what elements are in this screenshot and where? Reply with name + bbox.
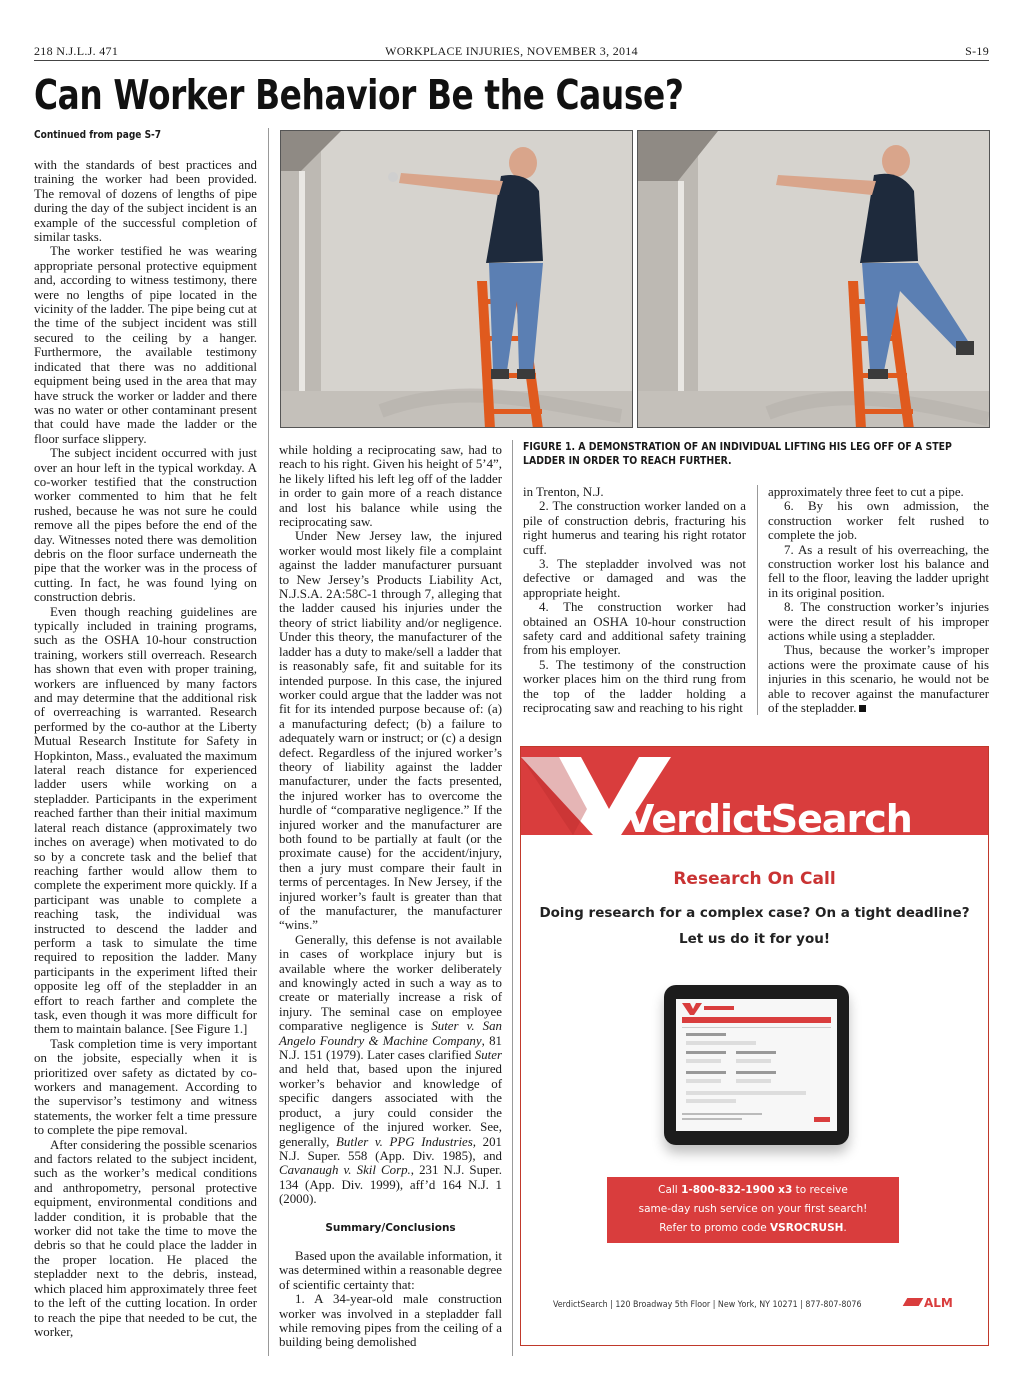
column-rule-3: [757, 485, 758, 715]
worker-lifting-leg-illustration: [638, 131, 990, 428]
paragraph: 2. The construction worker landed on a pile of construction debris, fracturing his right humerus and tearing his right rotator cuff.: [523, 499, 746, 557]
article-column-1: [34, 158, 257, 1339]
text-run: Call: [658, 1184, 682, 1196]
article-column-4: [768, 485, 989, 716]
paragraph: 7. As a result of his overreaching, the construction worker lost his balance and fell to the floor, leaving the ladder upright in its original position.: [768, 542, 989, 600]
paragraph: with the standards of best practices and training the worker had been provided. The removal of dozens of lengths of pipe during the day of the subject incident is an example of the successful completion of similar tasks.: [34, 158, 257, 245]
ad-tagline-1: Doing research for a complex case? On a tight deadline?: [539, 905, 970, 921]
paragraph: while holding a reciprocating saw, had to reach to his right. Given his height of 5’4”, he likely lifted his left leg off of the ladder in order to gain more of a reach distance and lost his balance while using the reciprocating saw.: [279, 443, 502, 530]
verdictsearch-advertisement[interactable]: [520, 746, 989, 1346]
section-date: WORKPLACE INJURIES, NOVEMBER 3, 2014: [385, 44, 638, 58]
header-rule: [34, 60, 989, 61]
text-run: to receive: [792, 1184, 848, 1196]
text-run: Generally, this defense is not available in cases of workplace injury but is available where the worker deliberately and knowingly acted in such a way as to create or materially increase a risk of injury. The seminal case on employee comparative negligence is: [279, 932, 502, 1034]
alm-logo: [905, 1296, 953, 1310]
paragraph-final: [768, 643, 989, 715]
paragraph: 3. The stepladder involved was not defective or damaged and was the appropriate height.: [523, 557, 746, 600]
paragraph: 1. A 34-year-old male construction worker was involved in a stepladder fall while removing pipes from the ceiling of a building being demolished: [279, 1292, 502, 1350]
alm-mark-icon: [903, 1298, 924, 1306]
paragraph: 8. The construction worker’s injuries were the direct result of his improper actions while using a stepladder.: [768, 600, 989, 644]
cta-line-3: [607, 1219, 899, 1238]
paragraph: After considering the possible scenarios and factors related to the subject incident, such as the worker’s medical conditions and anthropometry, personal protective equipment, environmental conditions and ladder condition, it is probable that the worker did not take the time to move the debris so that he could place the ladder in the proper location. He placed the stepladder next to the debris, instead, which placed him approximately three feet to the left of the cutting location. In order to reach the pipe that needed to be cut, the worker,: [34, 1137, 257, 1339]
paragraph: in Trenton, N.J.: [523, 485, 604, 499]
case-name: Suter: [474, 1048, 502, 1063]
text-run: , 231 N.J. Super. 134 (App. Div. 1999), aff’d 164 N.J. 1 (2000).: [279, 1163, 502, 1207]
figure-caption: FIGURE 1. A DEMONSTRATION OF AN INDIVIDUAL LIFTING HIS LEG OFF OF A STEP LADDER IN ORDER TO REACH FURTHER.: [523, 441, 952, 467]
paragraph: Task completion time is very important on the jobsite, especially when it is prioritized over safety as dictated by co-workers and management. According to the supervisor’s testimony and witness statements, the worker felt a time pressure to complete the pipe removal.: [34, 1036, 257, 1138]
cta-line-2: same-day rush service on your first search!: [638, 1203, 868, 1215]
paragraph: 5. The testimony of the construction worker places him on the third rung from the top of the ladder holding a reciprocating saw and reaching to his right: [523, 657, 746, 716]
paragraph: approximately three feet to cut a pipe.: [768, 485, 964, 499]
paragraph: 6. By his own admission, the construction worker felt rushed to complete the job.: [768, 499, 989, 543]
paragraph: Even though reaching guidelines are typically included in training programs, such as the OSHA 10-hour construction training, workers still overreach. Research has shown that even with proper training, workers are influenced by many factors and may determine that the additional risk of overreaching is warranted. Research performed by the co-author at the Liberty Mutual Research Institute for Safety in Hopkinton, Mass., evaluated the maximum lateral reach distance for experienced ladder users while working on a stepladder. Participants in the experiment reached farther than their initial maximum lateral reach distance (approximately two inches on average) when motivated to do so by a concrete task and the belief that reaching farther would allow them to complete the experiment more quickly. If a participant was unable to complete a reaching task, the individual was instructed to descend the ladder and perform a task to simulate the time required to reposition the ladder. Many participants in the experiment lifted their opposite leg off of the stepladder in an effort to reach farther and complete the task, even though it was more difficult for them to maintain balance. [See Figure 1.]: [34, 604, 257, 1037]
alm-logo-text: ALM: [924, 1296, 953, 1310]
ad-brand-name: VerdictSearch: [625, 797, 912, 841]
headline: Can Worker Behavior Be the Cause?: [34, 71, 684, 119]
tablet-screen: [676, 999, 837, 1131]
paragraph: Under New Jersey law, the injured worker would most likely file a complaint against the ladder manufacturer pursuant to New Jersey’s Products Liability Act, N.J.S.A. 2A:58C-1 through 7, alleging that the ladder caused his injuries under the theory of strict liability and/or negligence. Under this theory, the manufacturer of the ladder has a duty to make/sell a ladder that is reasonably safe, fit and suitable for its intended purpose. In this case, the injured worker could argue that the ladder was not fit for its intended purpose because of: (a) a manufacturing defect; (b) a failure to adequately warn or instruct; or (c) a design defect. Regardless of the injured worker’s theory of liability against the ladder manufacturer, under the facts presented, the injured worker has to overcome the hurdle of “comparative negligence.” If the injured worker and the manufacturer are both found to be partially at fault (or the proximate cause) for the accident/injury, then a jury must compare their fault in terms of percentages. In New Jersey, if the injured worker’s fault is greater than that of the manufacturer, the manufacturer “wins.”: [279, 529, 502, 933]
promo-code: VSROCRUSH: [770, 1222, 844, 1234]
article-column-3: [523, 485, 746, 716]
paragraph-case-law: [279, 933, 502, 1207]
ad-title: Research On Call: [673, 869, 836, 889]
end-mark-icon: [859, 705, 866, 712]
paragraph: The worker testified he was wearing appropriate personal protective equipment and, according to witness testimony, there were no lengths of pipe located in the vicinity of the ladder. The pipe being cut at the time of the subject incident was still secured to the ceiling by a hanger. Furthermore, the available testimony indicated that there was no additional equipment being used in the area that may have struck the worker or ladder and there was no water or other contaminant present that could have made the ladder or the floor surface slippery.: [34, 244, 257, 446]
worker-on-ladder-illustration: [281, 131, 633, 428]
website-screenshot-icon: [676, 999, 837, 1131]
cta-line-1: [607, 1181, 899, 1200]
tablet-image: [664, 985, 849, 1145]
ad-call-to-action[interactable]: [607, 1177, 899, 1243]
case-name: Suter v. San Angelo Foundry & Machine Company: [279, 1019, 502, 1048]
text-run: Refer to promo code: [659, 1222, 771, 1234]
page-number: S-19: [965, 44, 989, 58]
section-subhead: Summary/Conclusions: [325, 1221, 456, 1234]
article-column-2: [279, 443, 502, 1350]
paragraph: The subject incident occurred with just over an hour left in the typical workday. A co-worker testified that the construction worker commented to him that he felt rushed, because he was not sure he could remove all the pipes before the end of the day. Witnesses noted there was demolition debris on the floor surface underneath the pipe that the worker was in the process of cutting. In fact, he was found lying on construction debris.: [34, 446, 257, 605]
citation: 218 N.J.L.J. 471: [34, 44, 119, 58]
text-run: 201 N.J. Super. 558 (App. Div. 1985), and: [279, 1134, 503, 1163]
text-run: Thus, because the worker’s improper actions were the proximate cause of his injuries in this scenario, he would not be able to recover against the manufacturer of the stepladder.: [768, 643, 989, 716]
column-rule-1: [268, 128, 269, 1356]
case-name: Cavanaugh v. Skil Corp.: [279, 1163, 411, 1178]
paragraph: 4. The construction worker had obtained an OSHA 10-hour construction safety card and additional safety training from his employer.: [523, 600, 746, 658]
column-rule-2: [512, 440, 513, 1356]
figure-photo-left: [280, 130, 633, 428]
text-run: , 81 N.J. 151 (1979). Later cases clarified: [279, 1033, 502, 1063]
phone-number: 1-800-832-1900 x3: [681, 1184, 793, 1196]
continued-note: Continued from page S-7: [34, 128, 162, 141]
paragraph: Based upon the available information, it was determined within a reasonable degree of scientific certainty that:: [279, 1248, 502, 1292]
figure-photo-right: [637, 130, 990, 428]
text-run: and held that, based upon the injured worker’s behavior and knowledge of specific dangers associated with the product, a jury could consider the negligence of the injured worker. See, generally,: [279, 1062, 502, 1149]
ad-footer-address: VerdictSearch | 120 Broadway 5th Floor | New York, NY 10271 | 877-807-8076: [553, 1300, 862, 1310]
ad-tagline-2: Let us do it for you!: [678, 931, 831, 947]
case-name: Butler v. PPG Industries,: [336, 1134, 477, 1149]
text-run: .: [843, 1222, 847, 1234]
